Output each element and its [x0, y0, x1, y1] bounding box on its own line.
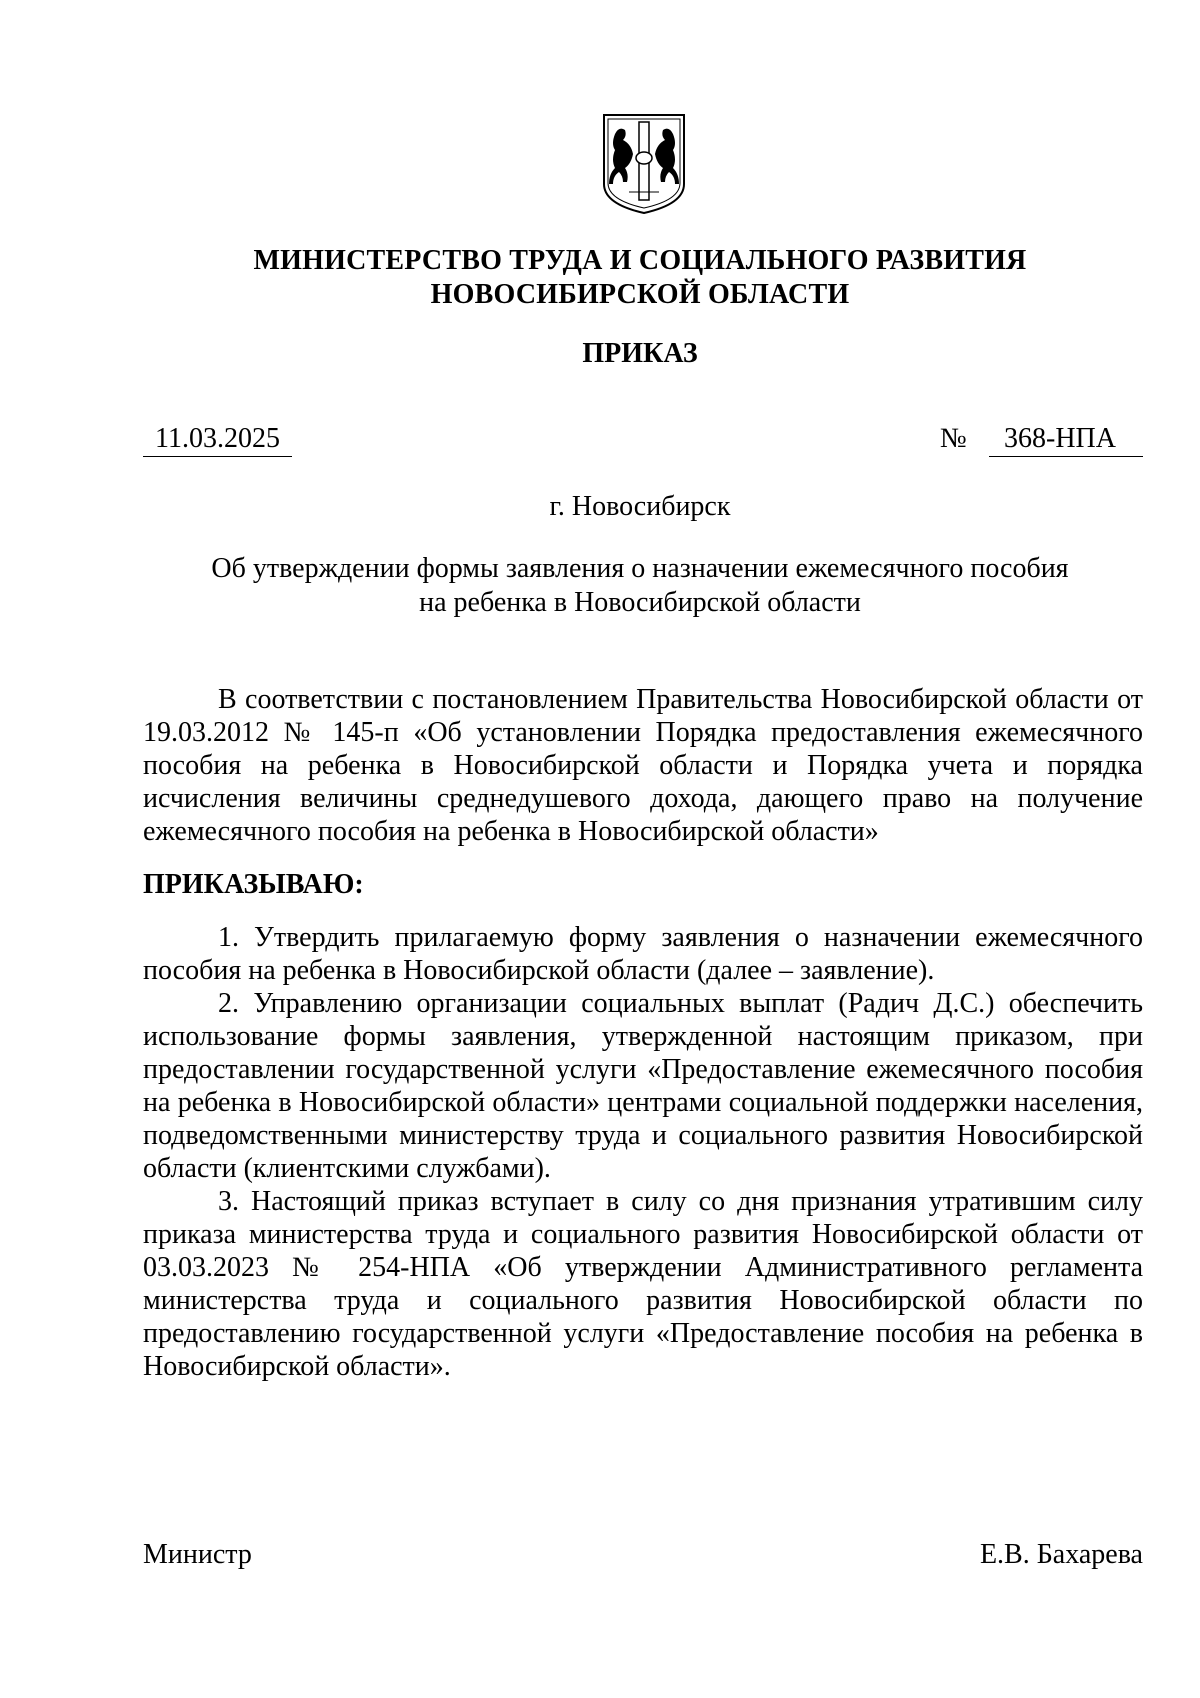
signatory-name: Е.В. Бахарева [979, 1539, 1143, 1570]
legal-basis-paragraph: В соответствии с постановлением Правительства Новосибирской области от 19.03.2012 № 145-п «Об установлении Порядка предоставления ежемесячного пособия на ребенка в Новосибирской области и Порядка учета и порядка исчисления величины среднедушевого дохода, дающего право на получение ежемесячного пособия на ребенка в Новосибирской области» [143, 684, 1143, 847]
document-date-value: 11.03.2025 [155, 423, 280, 454]
document-number-value: 368-НПА [1004, 423, 1116, 454]
ministry-name-line1: МИНИСТЕРСТВО ТРУДА И СОЦИАЛЬНОГО РАЗВИТИЯ [253, 245, 1027, 276]
order-item-3: 3. Настоящий приказ вступает в силу со дня признания утратившим силу приказа министерства труда и социального развития Новосибирской области от 03.03.2023 № 254-НПА «Об утверждении Административного регламента министерства труда и социального развития Новосибирской области по предоставлению государственной услуги «Предоставление пособия на ребенка в Новосибирской области». [143, 1186, 1143, 1382]
coat-of-arms-icon [601, 112, 687, 216]
order-item-1: 1. Утвердить прилагаемую форму заявления о назначении ежемесячного пособия на ребенка в Новосибирской области (далее – заявление). [143, 922, 1143, 986]
document-date [143, 422, 292, 457]
ministry-name [140, 244, 1140, 312]
document-number [989, 422, 1143, 457]
ministry-name-line2: НОВОСИБИРСКОЙ ОБЛАСТИ [430, 279, 850, 310]
document-title-line2: на ребенка в Новосибирской области [419, 587, 861, 618]
city-line: г. Новосибирск [549, 491, 731, 522]
document-title-line1: Об утверждении формы заявления о назначении ежемесячного пособия [211, 553, 1069, 584]
document-title [140, 552, 1140, 620]
number-sign: № [940, 423, 967, 454]
order-word: ПРИКАЗЫВАЮ: [143, 869, 364, 900]
document-type: ПРИКАЗ [582, 338, 698, 369]
signatory-position: Министр [143, 1539, 252, 1570]
order-item-2: 2. Управлению организации социальных выплат (Радич Д.С.) обеспечить использование формы заявления, утвержденной настоящим приказом, при предоставлении государственной услуги «Предоставление ежемесячного пособия на ребенка в Новосибирской области» центрами социальной поддержки населения, подведомственными министерству труда и социального развития Новосибирской области (клиентскими службами). [143, 988, 1143, 1184]
